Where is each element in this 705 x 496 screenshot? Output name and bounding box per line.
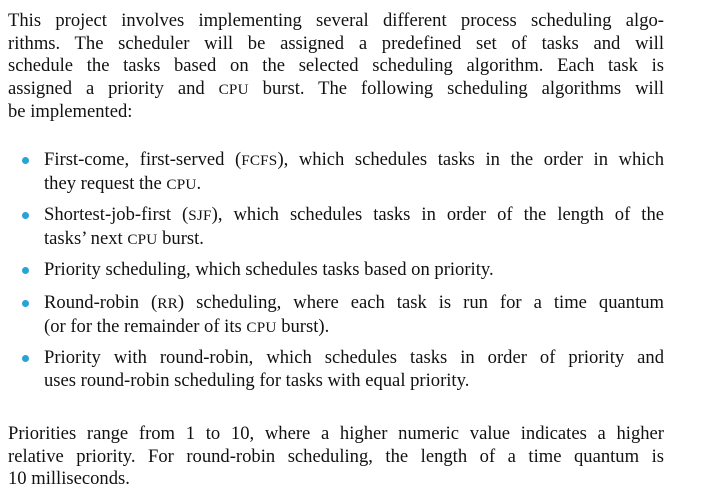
outro-line: 10 milliseconds. — [8, 468, 130, 490]
list-item-text — [44, 259, 664, 282]
text: burst). — [276, 315, 330, 337]
list-line: Priority scheduling, which schedules tasks based on priority. — [44, 259, 494, 280]
text: (or for the remainder of its — [44, 315, 247, 337]
list-line — [44, 228, 664, 252]
outro-line: relative priority. For round-robin scheduling, the length of a time quantum is — [8, 445, 664, 467]
intro-line: be implemented: — [8, 101, 133, 123]
bullet-icon — [22, 267, 29, 274]
text: Round-robin ( — [44, 292, 158, 313]
cpu-abbrev: CPU — [127, 230, 158, 248]
list-line — [44, 292, 664, 316]
text: Shortest-job-first ( — [44, 204, 189, 225]
bullet-icon — [22, 157, 29, 164]
fcfs-abbrev: FCFS — [241, 152, 278, 169]
rr-abbrev: RR — [157, 295, 178, 312]
outro-line: Priorities range from 1 to 10, where a higher numeric value indicates a higher — [8, 423, 664, 444]
intro-line — [8, 78, 664, 102]
text: burst. — [157, 227, 204, 249]
cpu-abbrev: CPU — [246, 318, 277, 336]
intro-paragraph — [8, 10, 664, 124]
list-line — [44, 204, 664, 228]
list-item-text — [44, 204, 664, 251]
list-item-text — [44, 347, 664, 392]
sjf-abbrev: SJF — [188, 207, 212, 224]
text: ), which schedules tasks in order of the length of the — [211, 204, 664, 225]
list-line — [44, 173, 664, 197]
outro-paragraph — [8, 423, 664, 491]
bullet-icon — [22, 212, 29, 219]
text: they request the — [44, 172, 167, 194]
list-item-text — [44, 149, 664, 196]
intro-line: rithms. The scheduler will be assigned a predefined set of tasks and will — [8, 32, 664, 54]
text: . — [196, 172, 202, 194]
list-item-text — [44, 292, 664, 339]
text: First-come, first-served ( — [44, 149, 242, 170]
intro-line: This project involves implementing several different process scheduling algo- — [8, 10, 664, 31]
cpu-abbrev: CPU — [218, 80, 249, 98]
text: ), which schedules tasks in the order in which — [277, 149, 664, 170]
list-line: Priority with round-robin, which schedules tasks in order of priority and — [44, 347, 664, 368]
bullet-icon — [22, 300, 29, 307]
intro-text: burst. The following scheduling algorithms will — [248, 77, 664, 99]
text: tasks’ next — [44, 227, 128, 249]
cpu-abbrev: CPU — [166, 175, 197, 193]
list-line — [44, 316, 664, 340]
intro-line: schedule the tasks based on the selected scheduling algorithm. Each task is — [8, 55, 664, 77]
list-line: uses round-robin scheduling for tasks with equal priority. — [44, 369, 470, 391]
text: ) scheduling, where each task is run for a time quantum — [177, 292, 664, 313]
bullet-icon — [22, 355, 29, 362]
list-line — [44, 149, 664, 173]
intro-text: assigned a priority and — [8, 77, 219, 99]
